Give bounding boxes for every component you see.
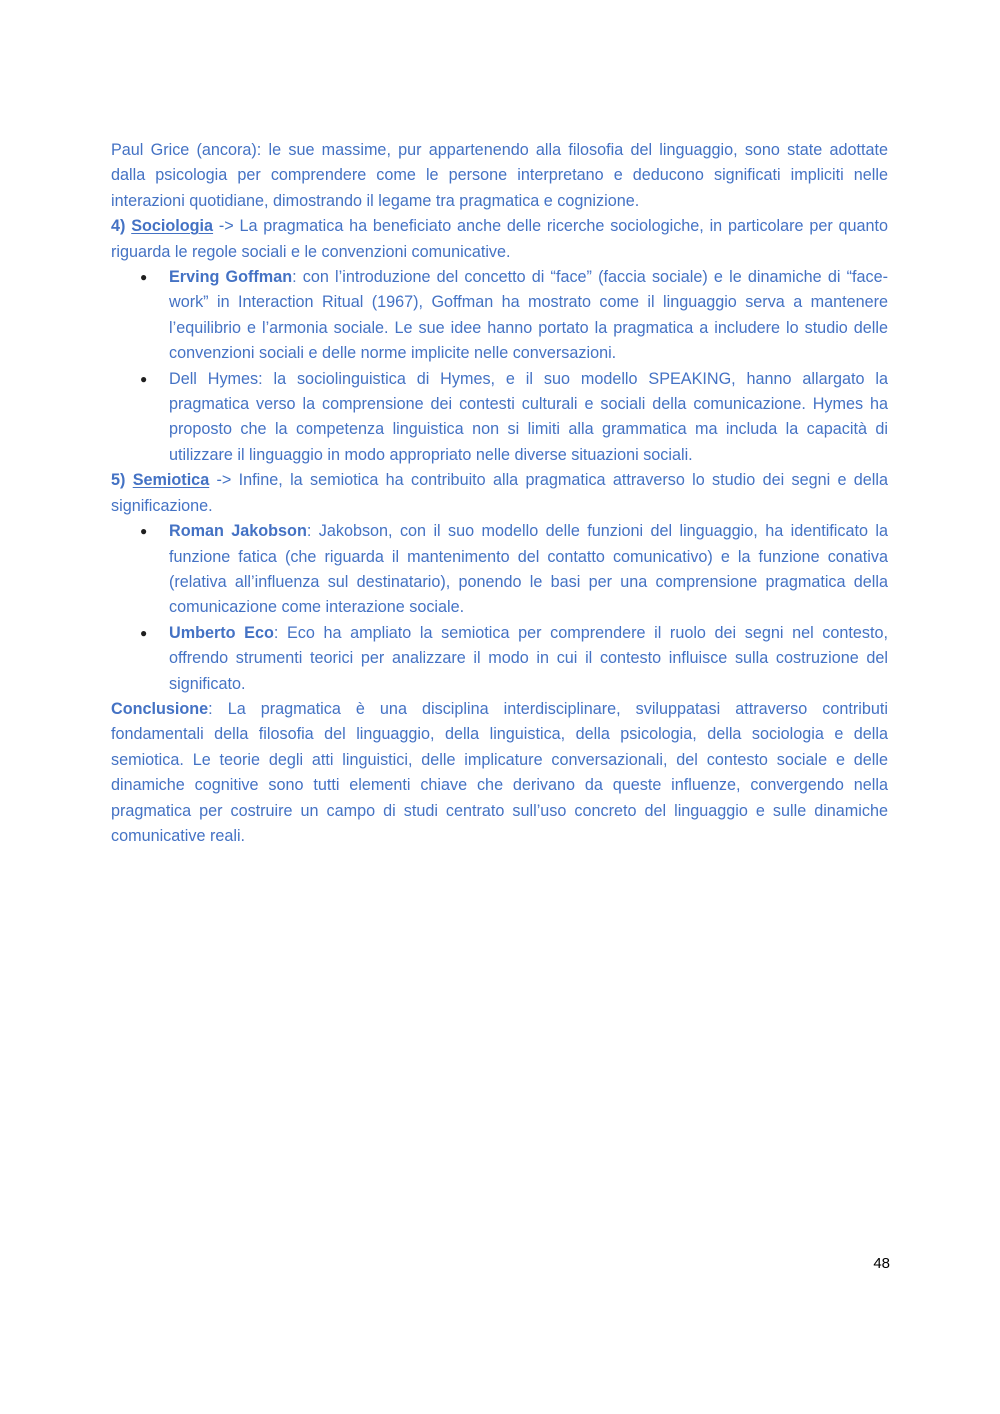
bullet-name: Umberto Eco <box>169 623 274 642</box>
conclusion-label: Conclusione <box>111 699 209 718</box>
sociologia-bullet-list <box>111 265 888 468</box>
bullet-name: Erving Goffman <box>169 268 293 287</box>
page-content <box>111 138 888 849</box>
section-intro-text: -> Infine, la semiotica ha contribuito alla pragmatica attraverso lo studio dei segni e della significazione. <box>111 471 888 515</box>
conclusion-paragraph <box>111 697 888 849</box>
section-sociologia <box>111 214 888 265</box>
intro-paragraph-text: Paul Grice (ancora): le sue massime, pur appartenendo alla filosofia del linguaggio, sono state adottate dalla psicologia per comprendere come le persone interpretano e deducono significati impliciti nelle interazioni quotidiane, dimostrando il legame tra pragmatica e cognizione. <box>111 141 888 210</box>
section-title: Sociologia <box>131 217 214 236</box>
list-item <box>140 519 888 621</box>
list-item <box>140 367 888 469</box>
bullet-icon: ● <box>140 371 148 386</box>
bullet-icon: ● <box>140 524 148 539</box>
list-item <box>140 621 888 697</box>
bullet-name: Roman Jakobson <box>169 522 307 541</box>
section-intro-text: -> La pragmatica ha beneficiato anche delle ricerche sociologiche, in particolare per quanto riguarda le regole sociali e le convenzioni comunicative. <box>111 217 889 261</box>
section-number: 4) <box>111 217 126 236</box>
bullet-icon: ● <box>140 625 148 640</box>
conclusion-text: : La pragmatica è una disciplina interdisciplinare, sviluppatasi attraverso contributi fondamentali della filosofia del linguaggio, della linguistica, della psicologia, della sociologia e della semiotica. Le teorie degli atti linguistici, delle implicature conversazionali, del contesto sociale e delle dinamiche cognitive sono tutti elementi chiave che derivano da queste influenze, convergendo nella pragmatica per costruire un campo di studi centrato sull’uso concreto del linguaggio e sulle dinamiche comunicative reali. <box>111 699 888 845</box>
semiotica-bullet-list <box>111 519 888 697</box>
list-item <box>140 265 888 367</box>
section-heading-semiotica <box>111 471 209 489</box>
bullet-text: : Jakobson, con il suo modello delle funzioni del linguaggio, ha identificato la funzione fatica (che riguarda il mantenimento del contatto comunicativo) e la funzione conativa (relativa all’influenza sul destinatario), ponendo le basi per una comprensione pragmatica della comunicazione come interazione sociale. <box>169 522 888 617</box>
section-title: Semiotica <box>132 471 210 490</box>
bullet-icon: ● <box>140 270 148 285</box>
page-number: 48 <box>873 1255 890 1272</box>
intro-paragraph <box>111 138 888 214</box>
bullet-text: : Eco ha ampliato la semiotica per comprendere il ruolo dei segni nel contesto, offrendo strumenti teorici per analizzare il modo in cui il contesto influisce sulla costruzione del significato. <box>169 623 888 693</box>
bullet-text: Dell Hymes: la sociolinguistica di Hymes, e il suo modello SPEAKING, hanno allargato la pragmatica verso la comprensione dei contesti culturali e sociali della comunicazione. Hymes ha proposto che la competenza linguistica non si limiti alla grammatica ma includa la capacità di utilizzare il linguaggio in modo appropriato nelle diverse situazioni sociali. <box>169 369 888 464</box>
section-semiotica <box>111 468 888 519</box>
section-number: 5) <box>111 471 126 490</box>
section-heading-sociologia <box>111 217 213 235</box>
bullet-text: : con l’introduzione del concetto di “face” (faccia sociale) e le dinamiche di “face-work” in Interaction Ritual (1967), Goffman ha mostrato come il linguaggio serva a mantenere l’equilibrio e l’armonia sociale. Le sue idee hanno portato la pragmatica a includere lo studio delle convenzioni sociali e delle norme implicite nelle conversazioni. <box>169 268 888 363</box>
